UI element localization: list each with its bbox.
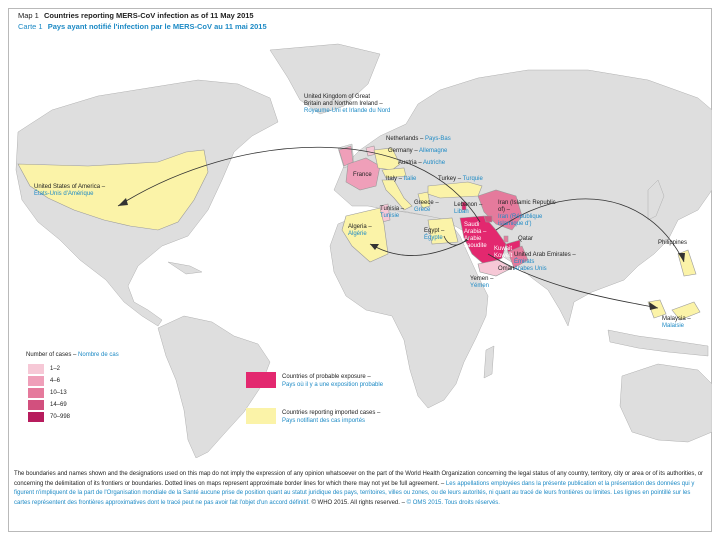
label-algeria-en: Algeria – (348, 224, 372, 230)
label-netherlands-fr: Pays-Bas (425, 136, 451, 142)
label-italy (386, 176, 416, 183)
label-philippines-en: Philippines (658, 240, 688, 246)
label-saudi-arabia (464, 222, 487, 250)
label-saudi-fr2: saoudite (464, 243, 487, 249)
label-austria-fr: Autriche (423, 160, 446, 166)
label-tunisia (380, 206, 404, 220)
label-france (353, 172, 372, 179)
label-malaysia-fr: Malaisie (662, 323, 685, 329)
probable-key-fr: Pays où il y a une exposition probable (282, 382, 384, 388)
label-netherlands (386, 136, 451, 143)
label-kuwait (494, 246, 512, 260)
label-turkey-fr: Turquie (462, 176, 483, 182)
label-italy-en: Italy – (386, 176, 403, 182)
legend-swatch-5 (28, 412, 44, 422)
label-greece-en: Greece – (414, 200, 439, 206)
label-algeria (348, 224, 372, 238)
label-iran-en1: Iran (Islamic Republic (498, 200, 556, 206)
label-uk (304, 94, 390, 115)
label-lebanon-en: Lebanon – (454, 202, 483, 208)
madagascar-shape (484, 346, 494, 378)
label-philippines (658, 240, 687, 247)
label-uae-fr-line2 (514, 266, 547, 273)
label-turkey-en: Turkey – (438, 176, 462, 182)
label-oman-en: Oman (498, 266, 515, 272)
label-qatar (518, 236, 533, 243)
map-header (18, 10, 267, 32)
disclaimer-en: The boundaries and names shown and the designations used on this map do not imply the expression of any opinion whatsoever on the part of the World Health Organization concerning the legal status of any country, territory, city or area or of its authorities, or concerning the delimitation of its frontiers or boundaries. Dotted lines on maps represent approximate border lines for which there may not yet be full agreement. – (14, 471, 704, 487)
imported-swatch (246, 408, 276, 424)
map-title-fr: Pays ayant notifié l'infection par le MERS-CoV au 11 mai 2015 (47, 22, 267, 31)
label-iran-fr2: islamique d') (498, 221, 532, 227)
label-kuwait-en: Kuwait (494, 246, 513, 252)
label-iran-fr1: Iran (République (498, 214, 543, 220)
title-en-line (18, 10, 267, 21)
label-austria-en: Austria – (398, 160, 422, 166)
disclaimer-fr: Les appellations employées dans la présente publication et la présentation des données qui y figurent n'impliquent de la part de l'Organisation mondiale de la Santé aucune prise de position quant au statut juridique des pays, territoires, villes ou zones, ou de leurs autorités, ni quant au tracé de leurs frontières ou limites. Les lignes en pointillé sur les cartes représentent des frontières approximatives dont le tracé peut ne pas avoir fait l'objet d'un accord définitif. (14, 480, 695, 506)
australia-shape (620, 364, 712, 442)
label-usa-fr: États-Unis d'Amérique (34, 191, 94, 197)
probable-swatch (246, 372, 276, 388)
label-saudi-en1: Saudi (464, 222, 480, 228)
label-saudi-en2: Arabia – (464, 229, 487, 235)
world-map (8, 40, 712, 458)
legend-title-fr: Nombre de cas (78, 352, 119, 358)
imported-key (282, 409, 380, 425)
probable-key (282, 373, 383, 389)
map-label-en: Map 1 (18, 11, 39, 20)
qatar-area (504, 236, 508, 242)
label-uae-fr2: Arabes Unis (514, 266, 547, 272)
map-title-en: Countries reporting MERS-CoV infection as of 11 May 2015 (43, 11, 254, 20)
label-kuwait-fr: Koweït (494, 253, 513, 259)
label-austria (398, 160, 445, 167)
label-malaysia-en: Malaysia – (662, 316, 691, 322)
label-usa-en: United States of America – (34, 184, 106, 190)
legend-swatch-2 (28, 376, 44, 386)
label-netherlands-en: Netherlands – (386, 136, 424, 142)
legend-label-2: 4–6 (50, 378, 61, 384)
label-turkey (438, 176, 483, 183)
label-yemen (470, 276, 493, 290)
label-yemen-en: Yemen – (470, 276, 494, 282)
legend-label-5: 70–998 (50, 414, 71, 420)
imported-key-en: Countries reporting imported cases – (282, 410, 381, 416)
label-france-en: France (353, 172, 372, 178)
imported-key-fr: Pays notifiant des cas importés (282, 418, 366, 424)
label-uk-en1: United Kingdom of Great (304, 94, 371, 100)
legend-title-en: Number of cases – (26, 352, 77, 358)
label-uae-fr1: Émirats (514, 259, 535, 265)
copyright-en: © WHO 2015. All rights reserved. – (311, 499, 405, 506)
disclaimer (14, 470, 708, 508)
label-uk-fr: Royaume-Uni et Irlande du Nord (304, 108, 391, 114)
label-tunisia-en: Tunisia – (380, 206, 405, 212)
label-greece (414, 200, 439, 214)
label-uae (514, 252, 576, 266)
copyright-fr: © OMS 2015. Tous droits réservés. (406, 499, 500, 506)
label-germany (388, 148, 447, 155)
label-uae-en: United Arab Emirates – (514, 252, 576, 258)
label-oman (498, 266, 514, 273)
label-egypt (424, 228, 444, 242)
legend-swatch-3 (28, 388, 44, 398)
legend-swatch-4 (28, 400, 44, 410)
label-germany-fr: Allemagne (419, 148, 448, 154)
label-uk-en2: Britain and Northern Ireland – (304, 101, 383, 107)
caribbean-shape (168, 262, 202, 274)
label-saudi-fr1: Arabie (464, 236, 482, 242)
label-yemen-fr: Yémen (470, 283, 490, 289)
legend-label-4: 14–69 (50, 402, 67, 408)
legend-label-1: 1–2 (50, 366, 61, 372)
label-usa (34, 184, 105, 198)
label-algeria-fr: Algérie (348, 231, 367, 237)
label-tunisia-fr: Tunisie (380, 213, 400, 219)
label-iran-en2: of) – (498, 207, 511, 213)
indonesia-shape (608, 330, 708, 356)
label-iran (498, 200, 556, 228)
label-germany-en: Germany – (388, 148, 418, 154)
label-lebanon (454, 202, 482, 216)
label-malaysia (662, 316, 691, 330)
legend-label-3: 10–13 (50, 390, 67, 396)
label-egypt-en: Egypt – (424, 228, 445, 234)
probable-key-en: Countries of probable exposure – (282, 374, 371, 380)
legend-title (26, 352, 119, 358)
label-egypt-fr: Égypte (424, 235, 443, 241)
label-qatar-en: Qatar (518, 236, 534, 242)
map-label-fr: Carte 1 (18, 22, 43, 31)
label-italy-fr: Italie (403, 176, 417, 182)
label-greece-fr: Grèce (414, 207, 431, 213)
label-lebanon-fr: Liban (454, 209, 469, 215)
legend-swatch-1 (28, 364, 44, 374)
title-fr-line (18, 21, 267, 32)
